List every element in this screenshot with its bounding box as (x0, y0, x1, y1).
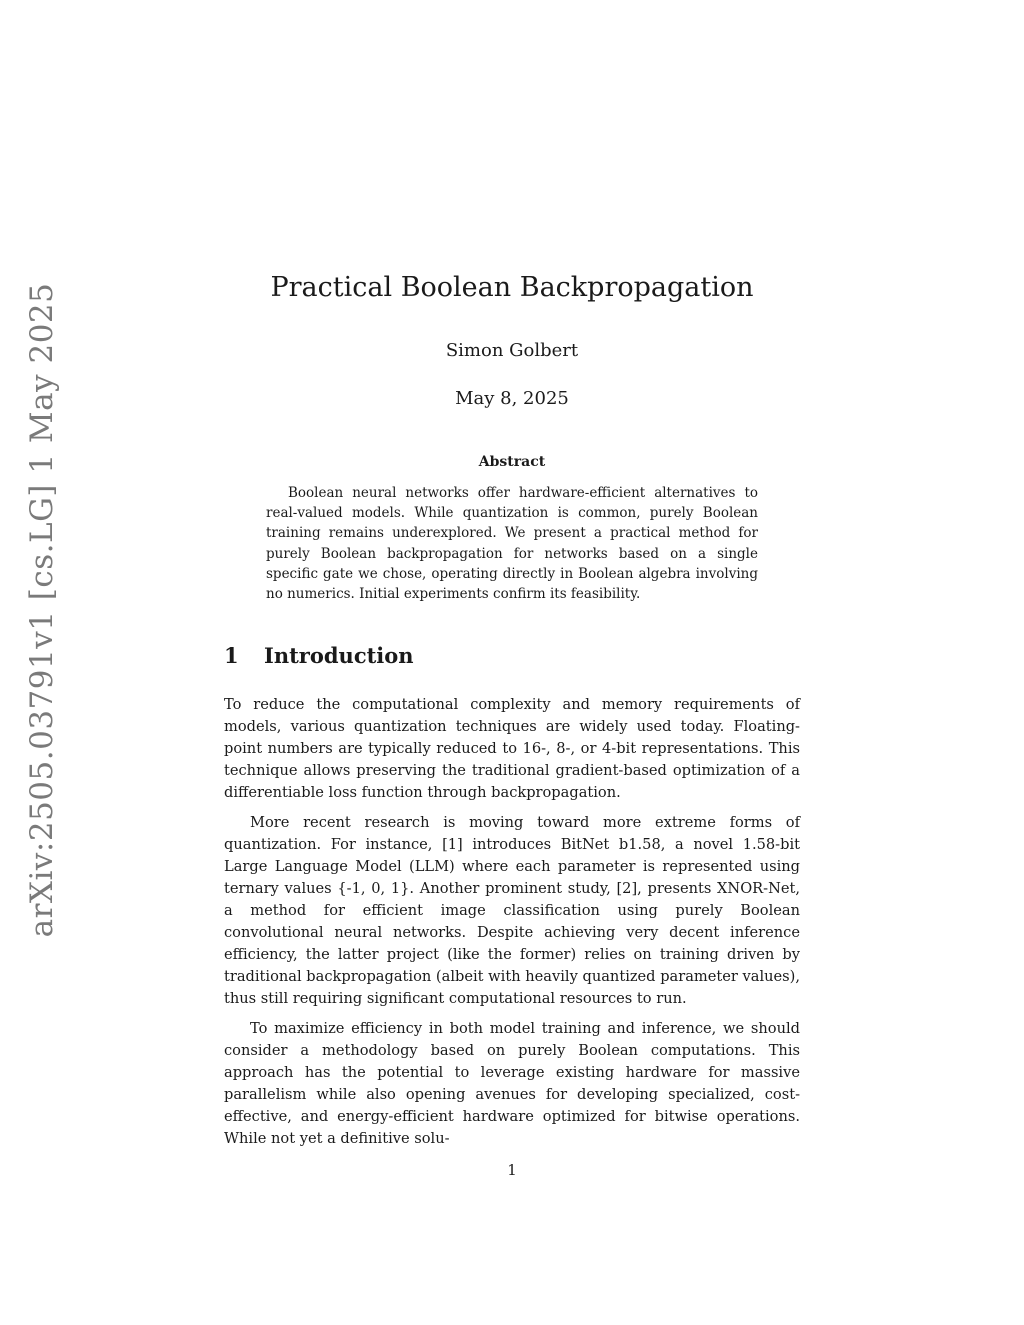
paper-title: Practical Boolean Backpropagation (270, 272, 754, 303)
author-name: Simon Golbert (445, 340, 579, 361)
section-heading-introduction (224, 643, 414, 668)
intro-paragraph-1: To reduce the computational complexity and memory requirements of models, various quantization techniques are widely used today. Floating-point numbers are typically reduced to 16-, 8-, or 4-bit representations. This technique allows preserving the traditional gradient-based optimization of a differentiable loss function through backpropagation. (224, 696, 800, 801)
abstract-heading: Abstract (478, 454, 546, 470)
page-number: 1 (507, 1161, 517, 1179)
section-number: 1 (224, 643, 239, 668)
intro-paragraph-3: To maximize efficiency in both model training and inference, we should consider a methodology based on purely Boolean computations. This approach has the potential to leverage existing hardware for massive parallelism while also opening avenues for developing specialized, cost-effective, and energy-efficient hardware optimized for bitwise operations. While not yet a definitive solu- (224, 1020, 800, 1147)
abstract-text: Boolean neural networks offer hardware-efficient alternatives to real-valued models. While quantization is common, purely Boolean training remains underexplored. We present a practical method for purely Boolean backpropagation for networks based on a single specific gate we chose, operating directly in Boolean algebra involving no numerics. Initial experiments confirm its feasibility. (266, 485, 758, 603)
section-title: Introduction (264, 643, 414, 668)
publication-date: May 8, 2025 (455, 388, 569, 409)
intro-paragraph-2: More recent research is moving toward more extreme forms of quantization. For instance, [1] introduces BitNet b1.58, a novel 1.58-bit Large Language Model (LLM) where each parameter is represented using ternary values {-1, 0, 1}. Another prominent study, [2], presents XNOR-Net, a method for efficient image classification using purely Boolean convolutional neural networks. Despite achieving very decent inference efficiency, the latter project (like the former) relies on training driven by traditional backpropagation (albeit with heavily quantized parameter values), thus still requiring significant computational resources to run. (224, 814, 800, 1007)
arxiv-identifier-stamp[interactable]: arXiv:2505.03791v1 [cs.LG] 1 May 2025 (24, 282, 60, 938)
introduction-body (224, 694, 800, 1158)
